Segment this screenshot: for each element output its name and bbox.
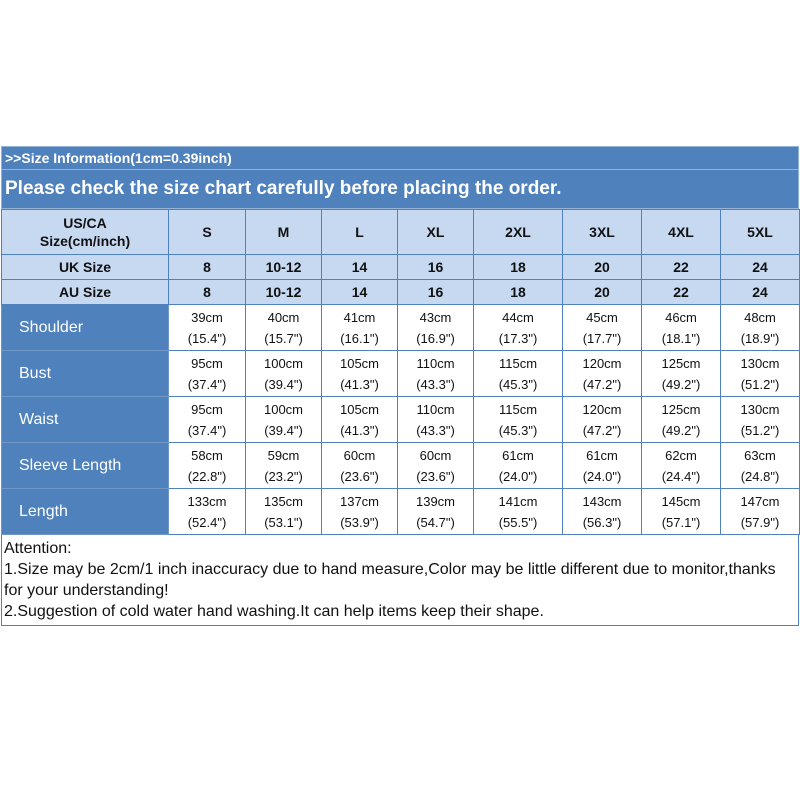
measurement-label: Bust <box>2 351 169 397</box>
measurement-cell <box>398 351 474 397</box>
measurement-label: Length <box>2 489 169 535</box>
au-size-cell: 8 <box>169 280 246 305</box>
inch-value: (53.1") <box>264 514 303 530</box>
inch-value: (15.4") <box>187 330 227 346</box>
uk-size-cell: 22 <box>642 255 721 280</box>
inch-value: (24.0") <box>498 468 538 484</box>
measurement-cell <box>169 397 246 443</box>
au-size-cell: 22 <box>642 280 721 305</box>
cm-value: 39cm <box>191 309 223 325</box>
measurement-cell <box>398 305 474 351</box>
cm-value: 44cm <box>502 309 534 325</box>
inch-value: (39.4") <box>264 376 303 392</box>
inch-value: (16.1") <box>340 330 379 346</box>
inch-value: (17.7") <box>582 330 622 346</box>
uk-size-cell: 16 <box>398 255 474 280</box>
cm-value: 105cm <box>339 401 380 417</box>
cm-value: 61cm <box>586 447 618 463</box>
measurement-row <box>2 351 800 397</box>
cm-value: 95cm <box>191 355 223 371</box>
measurement-cell <box>474 397 563 443</box>
measurement-label: Sleeve Length <box>2 443 169 489</box>
inch-value: (18.9") <box>740 330 780 346</box>
cm-value: 120cm <box>582 401 622 417</box>
measurement-cell <box>563 351 642 397</box>
inch-value: (24.8") <box>740 468 780 484</box>
measurement-cell <box>246 351 322 397</box>
measurement-cell <box>246 397 322 443</box>
inch-value: (47.2") <box>582 422 622 438</box>
cm-value: 58cm <box>191 447 223 463</box>
inch-value: (45.3") <box>498 376 538 392</box>
size-cell: 3XL <box>563 210 642 255</box>
inch-value: (22.8") <box>187 468 227 484</box>
inch-value: (16.9") <box>416 330 455 346</box>
inch-value: (37.4") <box>187 376 227 392</box>
inch-value: (49.2") <box>661 376 701 392</box>
uk-size-cell: 24 <box>721 255 800 280</box>
measurement-cell <box>563 397 642 443</box>
cm-value: 95cm <box>191 401 223 417</box>
cm-value: 63cm <box>744 447 776 463</box>
au-size-cell: 10-12 <box>246 280 322 305</box>
au-size-row <box>2 280 800 305</box>
inch-value: (23.6") <box>416 468 455 484</box>
measurement-cell <box>642 443 721 489</box>
measurement-cell <box>563 443 642 489</box>
attention-note-1-cont: for your understanding! <box>4 582 169 599</box>
us-size-row <box>2 210 800 255</box>
measurement-row <box>2 489 800 535</box>
measurement-row <box>2 443 800 489</box>
measurement-cell <box>721 305 800 351</box>
measurement-cell <box>642 489 721 535</box>
cm-value: 143cm <box>582 493 622 509</box>
cm-value: 133cm <box>187 493 227 509</box>
inch-value: (47.2") <box>582 376 622 392</box>
cm-value: 125cm <box>661 401 701 417</box>
cm-value: 60cm <box>343 447 376 463</box>
inch-value: (55.5") <box>498 514 538 530</box>
cm-value: 130cm <box>740 355 780 371</box>
cm-value: 46cm <box>665 309 697 325</box>
inch-value: (17.3") <box>498 330 538 346</box>
size-info-title: >>Size Information(1cm=0.39inch) <box>2 147 798 170</box>
measurement-row <box>2 397 800 443</box>
cm-value: 62cm <box>665 447 697 463</box>
au-size-cell: 16 <box>398 280 474 305</box>
inch-value: (43.3") <box>416 376 455 392</box>
cm-value: 115cm <box>498 355 538 371</box>
cm-value: 40cm <box>267 309 300 325</box>
measurement-cell <box>563 489 642 535</box>
size-cell: L <box>322 210 398 255</box>
size-cell: M <box>246 210 322 255</box>
measurement-cell <box>474 351 563 397</box>
cm-value: 125cm <box>661 355 701 371</box>
size-chart <box>1 146 799 626</box>
inch-value: (54.7") <box>416 514 455 530</box>
inch-value: (51.2") <box>740 422 780 438</box>
cm-value: 100cm <box>263 355 304 371</box>
cm-value: 110cm <box>416 355 455 371</box>
inch-value: (41.3") <box>340 376 379 392</box>
cm-value: 141cm <box>498 493 538 509</box>
au-size-cell: 20 <box>563 280 642 305</box>
cm-value: 59cm <box>267 447 300 463</box>
cm-value: 137cm <box>339 493 380 509</box>
cm-value: 48cm <box>744 309 776 325</box>
inch-value: (24.0") <box>582 468 622 484</box>
cm-value: 61cm <box>502 447 534 463</box>
attention-note-2: 2.Suggestion of cold water hand washing.It can help items keep their shape. <box>4 603 544 620</box>
measurement-cell <box>398 489 474 535</box>
measurement-cell <box>474 305 563 351</box>
cm-value: 120cm <box>582 355 622 371</box>
cm-value: 135cm <box>263 493 304 509</box>
au-size-cell: 24 <box>721 280 800 305</box>
inch-value: (18.1") <box>661 330 701 346</box>
inch-value: (39.4") <box>264 422 303 438</box>
measurement-label: Shoulder <box>2 305 169 351</box>
cm-value: 105cm <box>339 355 380 371</box>
attention-note-1: 1.Size may be 2cm/1 inch inaccuracy due to hand measure,Color may be little different due to monitor,thanks <box>4 561 776 578</box>
au-size-cell: 14 <box>322 280 398 305</box>
uk-size-cell: 20 <box>563 255 642 280</box>
uk-size-cell: 8 <box>169 255 246 280</box>
uk-size-cell: 10-12 <box>246 255 322 280</box>
measurement-cell <box>246 489 322 535</box>
measurement-cell <box>169 305 246 351</box>
uk-size-label: UK Size <box>2 255 169 280</box>
inch-value: (51.2") <box>740 376 780 392</box>
measurement-cell <box>642 351 721 397</box>
inch-value: (53.9") <box>340 514 379 530</box>
us-size-label-line1: US/CA <box>63 215 107 231</box>
uk-size-cell: 14 <box>322 255 398 280</box>
measurement-cell <box>474 443 563 489</box>
attention-notes <box>1 535 799 626</box>
cm-value: 43cm <box>419 309 452 325</box>
measurement-cell <box>721 443 800 489</box>
measurement-cell <box>246 305 322 351</box>
us-size-label-line2: Size(cm/inch) <box>39 233 131 249</box>
measurement-cell <box>322 443 398 489</box>
measurement-cell <box>322 397 398 443</box>
inch-value: (24.4") <box>661 468 701 484</box>
cm-value: 130cm <box>740 401 780 417</box>
measurement-label: Waist <box>2 397 169 443</box>
inch-value: (57.9") <box>740 514 780 530</box>
inch-value: (41.3") <box>340 422 379 438</box>
measurement-cell <box>563 305 642 351</box>
size-cell: XL <box>398 210 474 255</box>
cm-value: 147cm <box>740 493 780 509</box>
measurement-cell <box>642 305 721 351</box>
size-table <box>1 209 800 535</box>
measurement-cell <box>322 489 398 535</box>
cm-value: 139cm <box>415 493 456 509</box>
cm-value: 100cm <box>263 401 304 417</box>
banner <box>1 146 799 209</box>
size-cell: 2XL <box>474 210 563 255</box>
measurement-cell <box>169 351 246 397</box>
cm-value: 60cm <box>419 447 452 463</box>
inch-value: (49.2") <box>661 422 701 438</box>
inch-value: (15.7") <box>264 330 303 346</box>
cm-value: 110cm <box>416 401 455 417</box>
uk-size-row <box>2 255 800 280</box>
measurement-cell <box>398 397 474 443</box>
cm-value: 41cm <box>343 309 376 325</box>
inch-value: (23.6") <box>340 468 379 484</box>
measurement-cell <box>322 305 398 351</box>
inch-value: (43.3") <box>416 422 455 438</box>
size-cell: 4XL <box>642 210 721 255</box>
size-cell: S <box>169 210 246 255</box>
inch-value: (56.3") <box>582 514 622 530</box>
measurement-cell <box>721 397 800 443</box>
au-size-cell: 18 <box>474 280 563 305</box>
cm-value: 45cm <box>586 309 618 325</box>
inch-value: (45.3") <box>498 422 538 438</box>
measurement-cell <box>246 443 322 489</box>
measurement-cell <box>322 351 398 397</box>
measurement-cell <box>398 443 474 489</box>
cm-value: 115cm <box>498 401 538 417</box>
uk-size-cell: 18 <box>474 255 563 280</box>
measurement-row <box>2 305 800 351</box>
measurement-cell <box>169 489 246 535</box>
us-size-label <box>2 210 169 255</box>
au-size-label: AU Size <box>2 280 169 305</box>
size-check-notice: Please check the size chart carefully before placing the order. <box>5 178 562 199</box>
measurement-cell <box>169 443 246 489</box>
inch-value: (57.1") <box>661 514 701 530</box>
inch-value: (37.4") <box>187 422 227 438</box>
inch-value: (23.2") <box>264 468 303 484</box>
measurement-cell <box>721 351 800 397</box>
measurement-cell <box>642 397 721 443</box>
attention-title: Attention: <box>4 540 72 557</box>
inch-value: (52.4") <box>187 514 227 530</box>
cm-value: 145cm <box>661 493 701 509</box>
measurement-cell <box>721 489 800 535</box>
measurement-cell <box>474 489 563 535</box>
size-cell: 5XL <box>721 210 800 255</box>
